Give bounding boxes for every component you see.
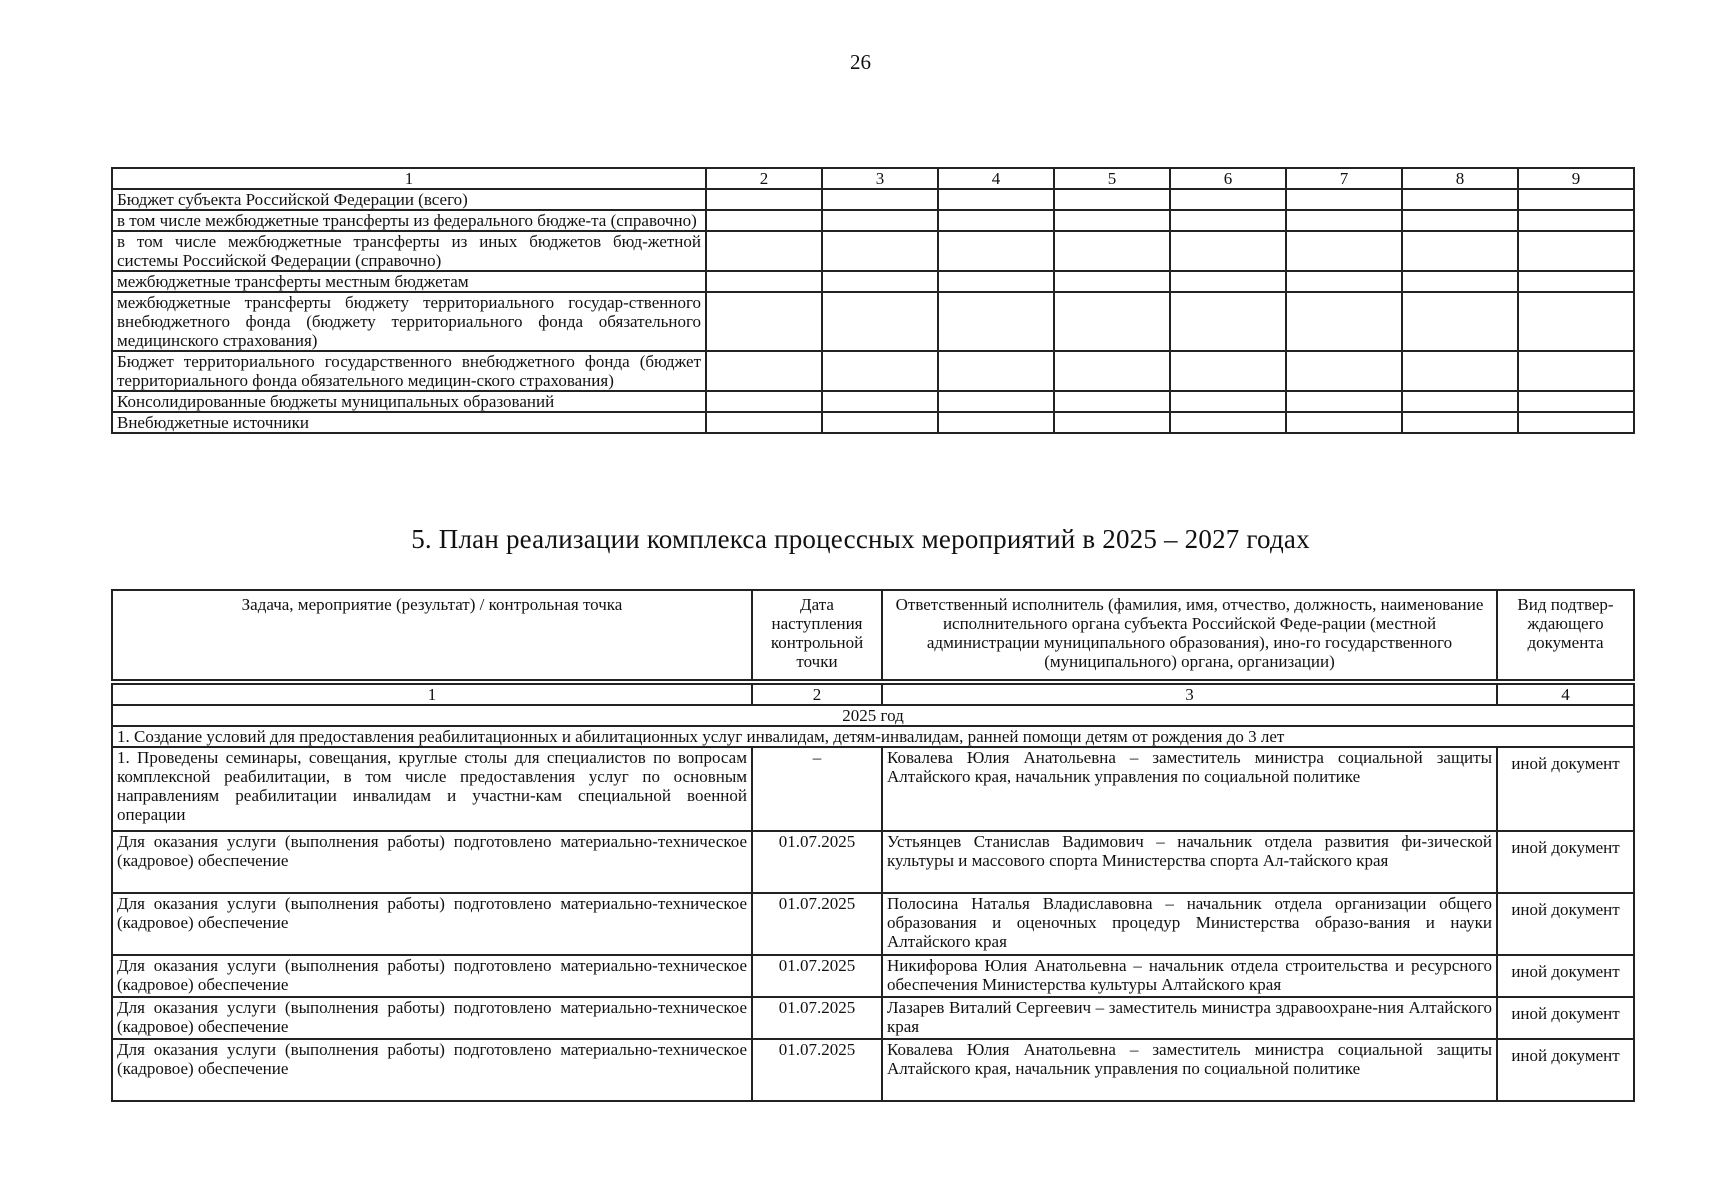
table-cell: [1054, 271, 1170, 292]
budget-col-number: 1: [112, 168, 706, 189]
table-cell: [706, 292, 822, 351]
table-cell: [938, 391, 1054, 412]
table-row: [112, 271, 1634, 292]
budget-col-number: 7: [1286, 168, 1402, 189]
plan-document: иной документ: [1497, 955, 1634, 997]
section-title: 5. План реализации комплекса процессных мероприятий в 2025 – 2027 годах: [411, 524, 1310, 554]
table-cell: [1402, 391, 1518, 412]
plan-col-number: 4: [1497, 684, 1634, 705]
plan-document: иной документ: [1497, 831, 1634, 893]
table-cell: [1170, 210, 1286, 231]
table-cell: [1402, 189, 1518, 210]
plan-date: 01.07.2025: [752, 997, 882, 1039]
budget-row-label: Бюджет субъекта Российской Федерации (всего): [112, 189, 706, 210]
plan-document: иной документ: [1497, 893, 1634, 955]
plan-col-number: 3: [882, 684, 1497, 705]
table-cell: [822, 351, 938, 391]
plan-header-task: Задача, мероприятие (результат) / контрольная точка: [112, 590, 752, 680]
table-cell: [1286, 292, 1402, 351]
budget-col-number: 2: [706, 168, 822, 189]
table-cell: [1170, 292, 1286, 351]
table-cell: [1054, 189, 1170, 210]
table-cell: [1518, 210, 1634, 231]
plan-event: Для оказания услуги (выполнения работы) подготовлено материально-техническое (кадровое) обеспечение: [112, 1039, 752, 1101]
plan-date: 01.07.2025: [752, 955, 882, 997]
table-cell: [938, 351, 1054, 391]
plan-date: –: [752, 747, 882, 831]
table-row: [112, 210, 1634, 231]
table-cell: [1518, 292, 1634, 351]
table-row: [112, 997, 1634, 1039]
plan-document: иной документ: [1497, 997, 1634, 1039]
plan-header-responsible: Ответственный исполнитель (фамилия, имя, отчество, должность, наименование исполнительного органа субъекта Российской Феде-рации (местной администрации муниципального образования), ино-го государственного (муниципального) органа, организации): [882, 590, 1497, 680]
budget-col-number: 3: [822, 168, 938, 189]
plan-responsible: Ковалева Юлия Анатольевна – заместитель министра социальной защиты Алтайского края, начальник управления по социальной политике: [882, 1039, 1497, 1101]
table-cell: [938, 412, 1054, 433]
table-cell: [1518, 351, 1634, 391]
table-row: [112, 747, 1634, 831]
table-cell: [1054, 210, 1170, 231]
plan-table: [111, 589, 1635, 1102]
table-cell: [1402, 271, 1518, 292]
plan-col-number: 1: [112, 684, 752, 705]
budget-row-label: межбюджетные трансферты бюджету территориального государ-ственного внебюджетного фонда (бюджету территориального фонда обязательного медицинского страхования): [112, 292, 706, 351]
table-cell: [822, 391, 938, 412]
table-row: [112, 412, 1634, 433]
table-cell: [822, 412, 938, 433]
plan-year-row: [112, 705, 1634, 726]
budget-row-label: Консолидированные бюджеты муниципальных образований: [112, 391, 706, 412]
plan-header-date: Дата наступления контрольной точки: [752, 590, 882, 680]
plan-document: иной документ: [1497, 1039, 1634, 1101]
budget-row-label: Бюджет территориального государственного внебюджетного фонда (бюджет территориального фонда обязательного медицин-ского страхования): [112, 351, 706, 391]
table-cell: [1518, 231, 1634, 271]
table-cell: [1170, 231, 1286, 271]
table-cell: [822, 231, 938, 271]
budget-row-label: межбюджетные трансферты местным бюджетам: [112, 271, 706, 292]
plan-responsible: Полосина Наталья Владиславовна – начальник отдела организации общего образования и оценочных процедур Министерства образо-вания и науки Алтайского края: [882, 893, 1497, 955]
table-cell: [1402, 412, 1518, 433]
budget-row-label: Внебюджетные источники: [112, 412, 706, 433]
table-cell: [1402, 292, 1518, 351]
plan-responsible: Лазарев Виталий Сергеевич – заместитель министра здравоохране-ния Алтайского края: [882, 997, 1497, 1039]
table-row: [112, 1039, 1634, 1101]
plan-column-numbers-row: [112, 684, 1634, 705]
table-cell: [1402, 210, 1518, 231]
table-cell: [822, 292, 938, 351]
budget-row-label: в том числе межбюджетные трансферты из федерального бюдже-та (справочно): [112, 210, 706, 231]
table-cell: [1286, 351, 1402, 391]
plan-task-row: [112, 726, 1634, 747]
page-number: 26: [850, 50, 871, 74]
table-cell: [1170, 271, 1286, 292]
plan-event: 1. Проведены семинары, совещания, круглые столы для специалистов по вопросам комплексной реабилитации, в том числе предоставления услуг по основным направлениям реабилитации инвалидам и участни-кам специальной военной операции: [112, 747, 752, 831]
table-row: [112, 955, 1634, 997]
table-cell: [1286, 231, 1402, 271]
table-cell: [1286, 189, 1402, 210]
budget-col-number: 6: [1170, 168, 1286, 189]
table-cell: [706, 210, 822, 231]
budget-table: [111, 167, 1635, 434]
table-cell: [938, 271, 1054, 292]
table-cell: [1054, 351, 1170, 391]
table-cell: [1054, 412, 1170, 433]
budget-col-number: 4: [938, 168, 1054, 189]
table-cell: [1286, 271, 1402, 292]
table-cell: [706, 412, 822, 433]
plan-document: иной документ: [1497, 747, 1634, 831]
plan-task: 1. Создание условий для предоставления реабилитационных и абилитационных услуг инвалидам, детям-инвалидам, ранней помощи детям от рождения до 3 лет: [112, 726, 1634, 747]
budget-col-number: 5: [1054, 168, 1170, 189]
table-cell: [1170, 391, 1286, 412]
plan-header-row: [112, 590, 1634, 680]
table-cell: [1518, 412, 1634, 433]
budget-header-row: [112, 168, 1634, 189]
plan-event: Для оказания услуги (выполнения работы) подготовлено материально-техническое (кадровое) обеспечение: [112, 893, 752, 955]
table-cell: [1286, 412, 1402, 433]
table-row: [112, 831, 1634, 893]
table-cell: [1054, 391, 1170, 412]
plan-header-document: Вид подтвер-ждающего документа: [1497, 590, 1634, 680]
table-cell: [1170, 412, 1286, 433]
plan-date: 01.07.2025: [752, 831, 882, 893]
table-cell: [822, 189, 938, 210]
table-cell: [706, 271, 822, 292]
table-cell: [822, 271, 938, 292]
table-cell: [706, 231, 822, 271]
plan-event: Для оказания услуги (выполнения работы) подготовлено материально-техническое (кадровое) обеспечение: [112, 831, 752, 893]
table-cell: [1518, 189, 1634, 210]
table-cell: [1402, 351, 1518, 391]
table-cell: [1518, 391, 1634, 412]
plan-date: 01.07.2025: [752, 893, 882, 955]
table-row: [112, 351, 1634, 391]
table-cell: [1286, 210, 1402, 231]
budget-row-label: в том числе межбюджетные трансферты из иных бюджетов бюд-жетной системы Российской Федерации (справочно): [112, 231, 706, 271]
table-row: [112, 391, 1634, 412]
table-cell: [938, 231, 1054, 271]
table-cell: [1286, 391, 1402, 412]
table-row: [112, 893, 1634, 955]
budget-col-number: 9: [1518, 168, 1634, 189]
table-cell: [1170, 351, 1286, 391]
plan-responsible: Ковалева Юлия Анатольевна – заместитель министра социальной защиты Алтайского края, начальник управления по социальной политике: [882, 747, 1497, 831]
plan-date: 01.07.2025: [752, 1039, 882, 1101]
table-cell: [938, 292, 1054, 351]
table-cell: [938, 189, 1054, 210]
table-row: [112, 189, 1634, 210]
table-cell: [706, 189, 822, 210]
plan-event: Для оказания услуги (выполнения работы) подготовлено материально-техническое (кадровое) обеспечение: [112, 997, 752, 1039]
table-cell: [1170, 189, 1286, 210]
table-cell: [938, 210, 1054, 231]
table-cell: [1402, 231, 1518, 271]
plan-col-number: 2: [752, 684, 882, 705]
table-cell: [706, 351, 822, 391]
plan-responsible: Устьянцев Станислав Вадимович – начальник отдела развития фи-зической культуры и массового спорта Министерства спорта Ал-тайского края: [882, 831, 1497, 893]
plan-event: Для оказания услуги (выполнения работы) подготовлено материально-техническое (кадровое) обеспечение: [112, 955, 752, 997]
table-cell: [822, 210, 938, 231]
table-cell: [1054, 292, 1170, 351]
table-cell: [706, 391, 822, 412]
table-cell: [1518, 271, 1634, 292]
plan-year: 2025 год: [112, 705, 1634, 726]
budget-col-number: 8: [1402, 168, 1518, 189]
table-row: [112, 231, 1634, 271]
table-cell: [1054, 231, 1170, 271]
plan-responsible: Никифорова Юлия Анатольевна – начальник отдела строительства и ресурсного обеспечения Министерства культуры Алтайского края: [882, 955, 1497, 997]
table-row: [112, 292, 1634, 351]
